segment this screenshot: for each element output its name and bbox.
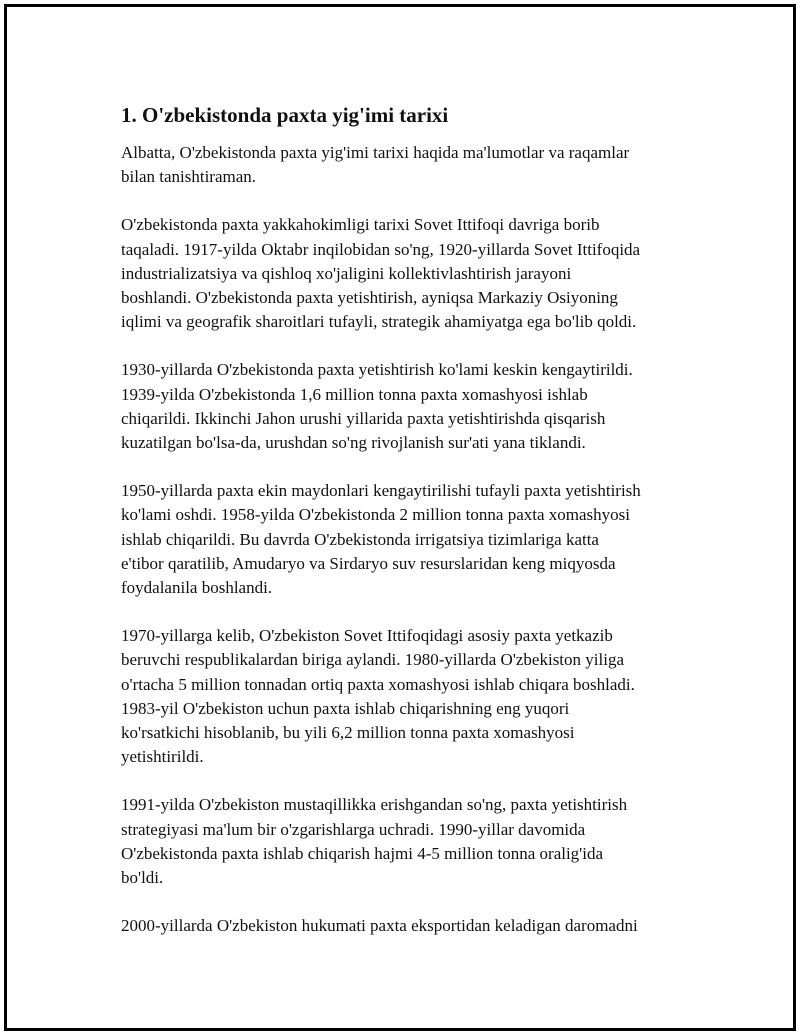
paragraph — [121, 793, 691, 890]
text-line: strategiyasi ma'lum bir o'zgarishlarga uchradi. 1990-yillar davomida — [121, 819, 586, 839]
paragraph — [121, 624, 691, 769]
text-line: 1939-yilda O'zbekistonda 1,6 million tonna paxta xomashyosi ishlab — [121, 384, 588, 404]
text-line: foydalanila boshlandi. — [121, 578, 273, 598]
text-line: 2000-yillarda O'zbekiston hukumati paxta eksportidan keladigan daromadni — [121, 916, 638, 936]
text-line: 1970-yillarga kelib, O'zbekiston Sovet Ittifoqidagi asosiy paxta yetkazib — [121, 626, 613, 646]
text-line: 1991-yilda O'zbekiston mustaqillikka erishgandan so'ng, paxta yetishtirish — [121, 795, 628, 815]
text-line: ko'rsatkichi hisoblanib, bu yili 6,2 million tonna paxta xomashyosi — [121, 723, 575, 743]
document-title: 1. O'zbekistonda paxta yig'imi tarixi — [121, 103, 449, 127]
paragraph — [121, 358, 691, 455]
text-line: e'tibor qaratilib, Amudaryo va Sirdaryo suv resurslaridan keng miqyosda — [121, 553, 616, 573]
text-line: 1930-yillarda O'zbekistonda paxta yetishtirish ko'lami keskin kengaytirildi. — [121, 360, 633, 380]
text-line: boshlandi. O'zbekistonda paxta yetishtirish, ayniqsa Markaziy Osiyoning — [121, 288, 618, 308]
text-line: yetishtirildi. — [121, 747, 204, 767]
text-line: industrializatsiya va qishloq xo'jaligini kollektivlashtirish jarayoni — [121, 263, 572, 283]
text-line: O'zbekistonda paxta ishlab chiqarish hajmi 4-5 million tonna oralig'ida — [121, 843, 604, 863]
text-line: o'rtacha 5 million tonnadan ortiq paxta xomashyosi ishlab chiqara boshladi. — [121, 674, 635, 694]
text-line: beruvchi respublikalardan biriga aylandi. 1980-yillarda O'zbekiston yiliga — [121, 650, 624, 670]
text-line: ishlab chiqarildi. Bu davrda O'zbekistonda irrigatsiya tizimlariga katta — [121, 529, 599, 549]
paragraph — [121, 141, 691, 189]
document-body — [121, 101, 691, 962]
text-line: Albatta, O'zbekistonda paxta yig'imi tarixi haqida ma'lumotlar va raqamlar — [121, 143, 630, 162]
text-line: bilan tanishtiraman. — [121, 167, 257, 187]
text-line: ko'lami oshdi. 1958-yilda O'zbekistonda 2 million tonna paxta xomashyosi — [121, 505, 630, 525]
text-line: O'zbekistonda paxta yakkahokimligi tarixi Sovet Ittifoqi davriga borib — [121, 215, 600, 235]
paragraph — [121, 914, 691, 938]
text-line: bo'ldi. — [121, 868, 164, 888]
text-line: chiqarildi. Ikkinchi Jahon urushi yillarida paxta yetishtirishda qisqarish — [121, 408, 606, 428]
text-line: 1950-yillarda paxta ekin maydonlari kengaytirilishi tufayli paxta yetishtirish — [121, 481, 641, 501]
paragraph — [121, 479, 691, 600]
text-line: taqaladi. 1917-yilda Oktabr inqilobidan so'ng, 1920-yillarda Sovet Ittifoqida — [121, 239, 641, 259]
paragraph-list — [121, 141, 691, 938]
paragraph — [121, 213, 691, 334]
text-line: 1983-yil O'zbekiston uchun paxta ishlab chiqarishning eng yuqori — [121, 698, 570, 718]
text-line: kuzatilgan bo'lsa-da, urushdan so'ng rivojlanish sur'ati yana tiklandi. — [121, 433, 586, 453]
page-frame — [4, 4, 796, 1031]
text-line: iqlimi va geografik sharoitlari tufayli, strategik ahamiyatga ega bo'lib qoldi. — [121, 312, 637, 332]
